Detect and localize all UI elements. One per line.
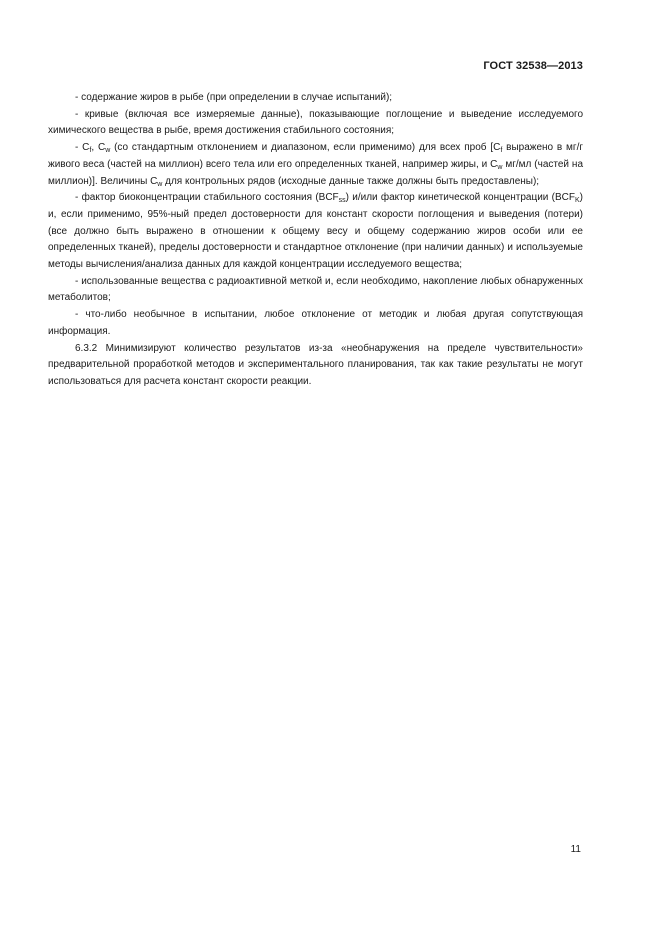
list-item-fat-content: - содержание жиров в рыбе (при определении в случае испытаний);	[75, 92, 393, 103]
document-body	[48, 90, 583, 391]
list-item-curves: - кривые (включая все измеряемые данные), показывающие поглощение и выведение исследуемого химического вещества в рыбе, время достижения стабильного состояния;	[48, 108, 583, 137]
document-code: ГОСТ 32538—2013	[483, 60, 583, 72]
list-item-bioconcentration-factor: - фактор биоконцентрации стабильного состояния $(BCF_{ss})$ и/или фактор кинетической концентрации $(BCF_K)$ и, если применимо, 95%-ный предел достоверности для констант скорости поглощения и выведения (потери) (все должно быть выражено в отношении к общему весу и общему содержанию жиров особи или ее определенных тканей), пределы достоверности и стандартное отклонение (при наличии данных) и используемые методы вычисления/анализа данных для каждой концентрации исследуемого вещества;	[48, 192, 583, 271]
list-item-concentrations: - $C_f$, $C_w$ (со стандартным отклонением и диапазоном, если применимо) для всех проб [$C_f$ выражено в мг/г живого веса (частей на миллион) всего тела или его определенных тканей, например жиры, и $C_w$ мг/мл (частей на миллион)]. Величины $C_w$ для контрольных рядов (исходные данные также должны быть предоставлены);	[48, 142, 584, 188]
paragraph-6-3-2: 6.3.2 Минимизируют количество результатов из-за «необнаружения на пределе чувствительности» предварительной проработкой методов и экспериментального планирования, так как такие результаты не могут использоваться для расчета констант скорости реакции.	[48, 342, 583, 387]
list-item-unusual: - что-либо необычное в испытании, любое отклонение от методик и любая другая сопутствующая информация.	[48, 309, 583, 337]
list-item-radiolabeled: - использованные вещества с радиоактивной меткой и, если необходимо, накопление любых обнаруженных метаболитов;	[48, 275, 583, 304]
page-number: 11	[570, 844, 581, 855]
